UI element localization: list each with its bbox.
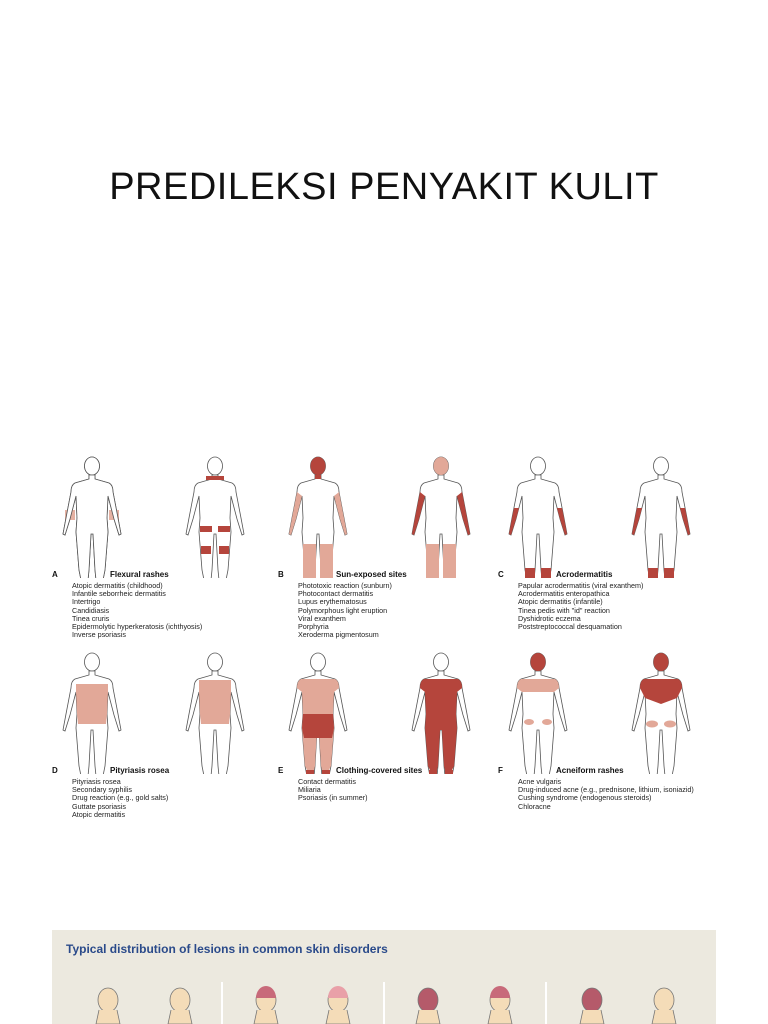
panel-letter: F (498, 766, 503, 775)
lesion-distribution-figure (52, 930, 716, 1024)
condition-item: Atopic dermatitis (childhood) (72, 581, 163, 590)
condition-item: Xeroderma pigmentosum (298, 630, 379, 640)
condition-item: Intertrigo (72, 597, 101, 607)
condition-list (518, 778, 694, 811)
condition-item: Atopic dermatitis (infantile) (518, 597, 603, 607)
condition-item: Tinea pedis with "id" reaction (518, 605, 610, 615)
panel-letter: E (278, 766, 284, 775)
panel-title: Pityriasis rosea (110, 766, 170, 775)
condition-item: Acrodermatitis enteropathica (518, 589, 610, 599)
panel-pityriasis-rosea (50, 644, 274, 839)
condition-item: Chloracne (518, 801, 551, 811)
condition-item: Inverse psoriasis (72, 630, 126, 640)
condition-item: Pityriasis rosea (72, 777, 121, 786)
figure-title: Typical distribution of lesions in common skin disorders (66, 942, 388, 956)
condition-item: Guttate psoriasis (72, 801, 126, 811)
condition-item: Dyshidrotic eczema (518, 613, 581, 623)
panel-title: Flexural rashes (110, 570, 169, 579)
condition-list (72, 582, 202, 639)
condition-item: Psoriasis (in summer) (298, 793, 368, 803)
condition-list (298, 778, 368, 803)
condition-item: Lupus erythematosus (298, 597, 367, 607)
panel-title: Acneiform rashes (556, 766, 624, 775)
condition-item: Tinea cruris (72, 613, 110, 623)
panel-sun-exposed-sites (276, 448, 500, 643)
panel-title: Clothing-covered sites (336, 766, 423, 775)
condition-list (72, 778, 168, 819)
slide-title: PREDILEKSI PENYAKIT KULIT (109, 166, 659, 208)
body-diagram-sun-exposed (276, 448, 500, 578)
panel-letter: A (52, 570, 58, 579)
body-diagram-acneiform (496, 644, 720, 774)
body-diagram-flexural (50, 448, 274, 578)
panel-flexural-rashes (50, 448, 274, 643)
condition-item: Viral exanthem (298, 613, 346, 623)
panel-clothing-covered-sites (276, 644, 500, 839)
condition-item: Poststreptococcal desquamation (518, 622, 622, 632)
panel-letter: C (498, 570, 504, 579)
skin-distribution-figure (50, 448, 720, 838)
head-diagrams (52, 982, 716, 1024)
body-diagram-acrodermatitis (496, 448, 720, 578)
condition-item: Polymorphous light eruption (298, 605, 388, 615)
condition-item: Miliaria (298, 785, 321, 795)
condition-item: Contact dermatitis (298, 777, 356, 786)
condition-item: Secondary syphilis (72, 785, 132, 795)
condition-item: Drug reaction (e.g., gold salts) (72, 793, 169, 803)
condition-item: Papular acrodermatitis (viral exanthem) (518, 581, 644, 590)
condition-item: Drug-induced acne (e.g., prednisone, lithium, isoniazid) (518, 785, 694, 795)
panel-title: Acrodermatitis (556, 570, 613, 579)
panel-letter: D (52, 766, 58, 775)
condition-list (298, 582, 392, 639)
condition-item: Phototoxic reaction (sunburn) (298, 581, 392, 590)
panel-acrodermatitis (496, 448, 720, 643)
condition-item: Porphyria (298, 622, 329, 632)
body-diagram-pityriasis (50, 644, 274, 774)
condition-item: Infantile seborrheic dermatitis (72, 589, 166, 599)
condition-item: Acne vulgaris (518, 777, 562, 786)
condition-item: Candidiasis (72, 605, 110, 615)
panel-title: Sun-exposed sites (336, 570, 407, 579)
condition-item: Photocontact dermatitis (298, 589, 374, 599)
panel-letter: B (278, 570, 284, 579)
condition-item: Cushing syndrome (endogenous steroids) (518, 793, 652, 803)
body-diagram-clothing-covered (276, 644, 500, 774)
panel-acneiform-rashes (496, 644, 720, 839)
condition-list (518, 582, 643, 631)
condition-item: Atopic dermatitis (72, 809, 126, 819)
condition-item: Epidermolytic hyperkeratosis (ichthyosis) (72, 622, 203, 632)
